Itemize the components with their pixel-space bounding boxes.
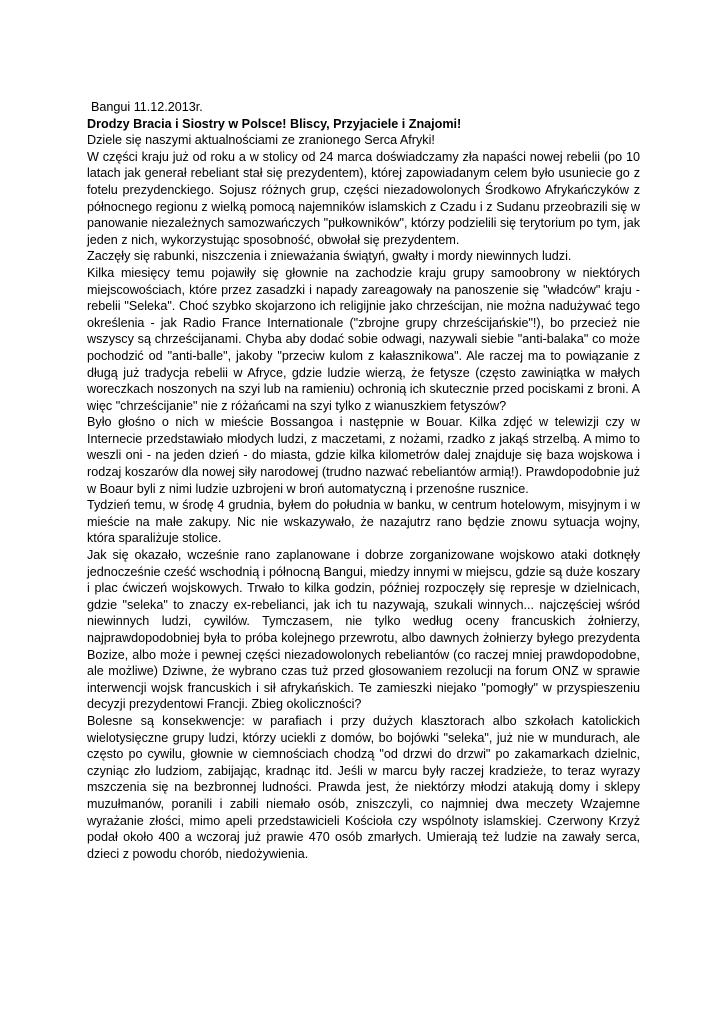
letter-page <box>87 99 640 862</box>
date-line: Bangui 11.12.2013r. <box>91 100 203 114</box>
paragraph-consequences: Bolesne są konsekwencje: w parafiach i przy dużych klasztorach albo szkołach katolickich wielotysięczne grupy ludzi, którzy uciekli z domów, bo bojówki "seleka", już nie w mundurach, ale często po cywilu, głownie w ciemnościach chodzą "od drzwi do drzwi" po zakamarkach dzielnic, czyniąc zło ludziom, zabijając, kradnąc itd. Jeśli w marcu były raczej kradzieże, to teraz wyrazy mszczenia się na bezbronnej ludności. Prawda jest, że niektórzy młodzi atakują domy i sklepy muzułmanów, poranili i zabili niemało osób, zniszczyli, co najmniej dwa meczety Wzajemne wyrażanie złości, mimo apeli przedstawicieli Kościoła czy wspólnoty islamskiej. Czerwony Krzyż podał około 400 a wczoraj już prawie 470 osób zmarłych. Umierają też ludzie na zawały serca, dzieci z powodu chorób, niedożywienia. <box>87 713 640 861</box>
paragraph-rebellion: W części kraju już od roku a w stolicy od 24 marca doświadczamy zła napaści nowej rebelii (po 10 latach jak generał rebeliant stał się prezydentem), której zapowiadanym celem było usuniecie go z fotelu prezydenckiego. Sojusz różnych grup, części niezadowolonych Środkowo Afrykańczyków z północnego regionu z wielką pomocą najemników islamskich z Czadu i z Sudanu przeobrazili się w panowanie niezależnych samozwańczych "pułkowników", którzy podzielili się terytorium po tym, jak jeden z nich, wykorzystując sposobność, obwołał się prezydentem. <box>87 149 640 247</box>
paragraph-bossangoa: Było głośno o nich w mieście Bossangoa i następnie w Bouar. Kilka zdjęć w telewizji czy w Internecie przedstawiało młodych ludzi, z maczetami, z nożami, rzadko z jakąś strzelbą. A mimo to weszli oni - na jeden dzień - do miasta, gdzie kilka kilometrów dalej znajduje się baza wojskowa i rodzaj koszarów dla nowej siły narodowej (trudno nazwać rebeliantów armią!). Prawdopodobnie już w Boaur byli z nimi ludzie uzbrojeni w broń automatyczną i przenośne rusznice. <box>87 415 640 496</box>
letter-greeting: Drodzy Bracia i Siostry w Polsce! Bliscy, Przyjaciele i Znajomi! <box>87 116 462 131</box>
letter-intro: Dziele się naszymi aktualnościami ze zranionego Serca Afryki! <box>87 133 435 148</box>
paragraph-attacks: Jak się okazało, wcześnie rano zaplanowane i dobrze zorganizowane wojskowo ataki dotknęły jednocześnie cześć wschodnią i północną Bangui, miedzy innymi w miejscu, gdzie są duże koszary i plac ćwiczeń wojskowych. Trwało to kilka godzin, później rozpoczęły się represje w dzielnicach, gdzie "seleka" to znaczy ex-rebelianci, jak ich tu nazywają, szukali winnych... najczęściej wśród niewinnych ludzi, cywilów. Tymczasem, nie tylko według oceny francuskich żołnierzy, najprawdopodobniej była to próba kolejnego przewrotu, albo dawnych żołnierzy byłego prezydenta Bozize, albo może i pewnej części niezadowolonych rebeliantów (co raczej mniej prawdopodobne, ale możliwe) Dziwne, że wybrano czas tuż przed głosowaniem rezolucji na forum ONZ w sprawie interwencji wojsk francuskich i sił afrykańskich. Te zamieszki niejako "pomogły" w przyspieszeniu decyzji prezydentowi Francji. Zbieg okoliczności? <box>87 548 640 712</box>
paragraph-anti-balaka: Kilka miesięcy temu pojawiły się głownie na zachodzie kraju grupy samoobrony w niektórych miejscowościach, które przez zasadzki i napady zareagowały na panoszenie się "władców" kraju - rebelii "Seleka". Choć szybko skojarzono ich religijnie jako chrześcijan, nie można nadużywać tego określenia - jak Radio France Internationale ("zbrojne grupy chrześcijańskie"!), bo przecież nie wszyscy są chrześcijanami. Chyba aby dodać sobie odwagi, nazywali siebie "anti-balaka" co może pochodzić od "anti-balle", jakoby "przeciw kulom z kałasznikowa". Ale raczej ma to powiązanie z długą już tradycja rebelii w Afryce, gdzie ludzie wierzą, że fetysze (często zawiniątka w małych woreczkach noszonych na szyi lub na ramieniu) ochronią ich skutecznie przed pociskami z broni. A więc "chrześcijanie" nie z różańcami na szyi tylko z wianuszkiem fetyszów? <box>87 265 640 413</box>
paragraph-week-ago: Tydzień temu, w środę 4 grudnia, byłem do południa w banku, w centrum hotelowym, misyjnym i w mieście na małe zakupy. Nic nie wskazywało, że nazajutrz rano będzie znowu sytuacja wojny, która sparaliżuje stolice. <box>87 498 640 546</box>
paragraph-looting: Zaczęły się rabunki, niszczenia i znieważania świątyń, gwałty i mordy niewinnych ludzi. <box>87 249 572 264</box>
